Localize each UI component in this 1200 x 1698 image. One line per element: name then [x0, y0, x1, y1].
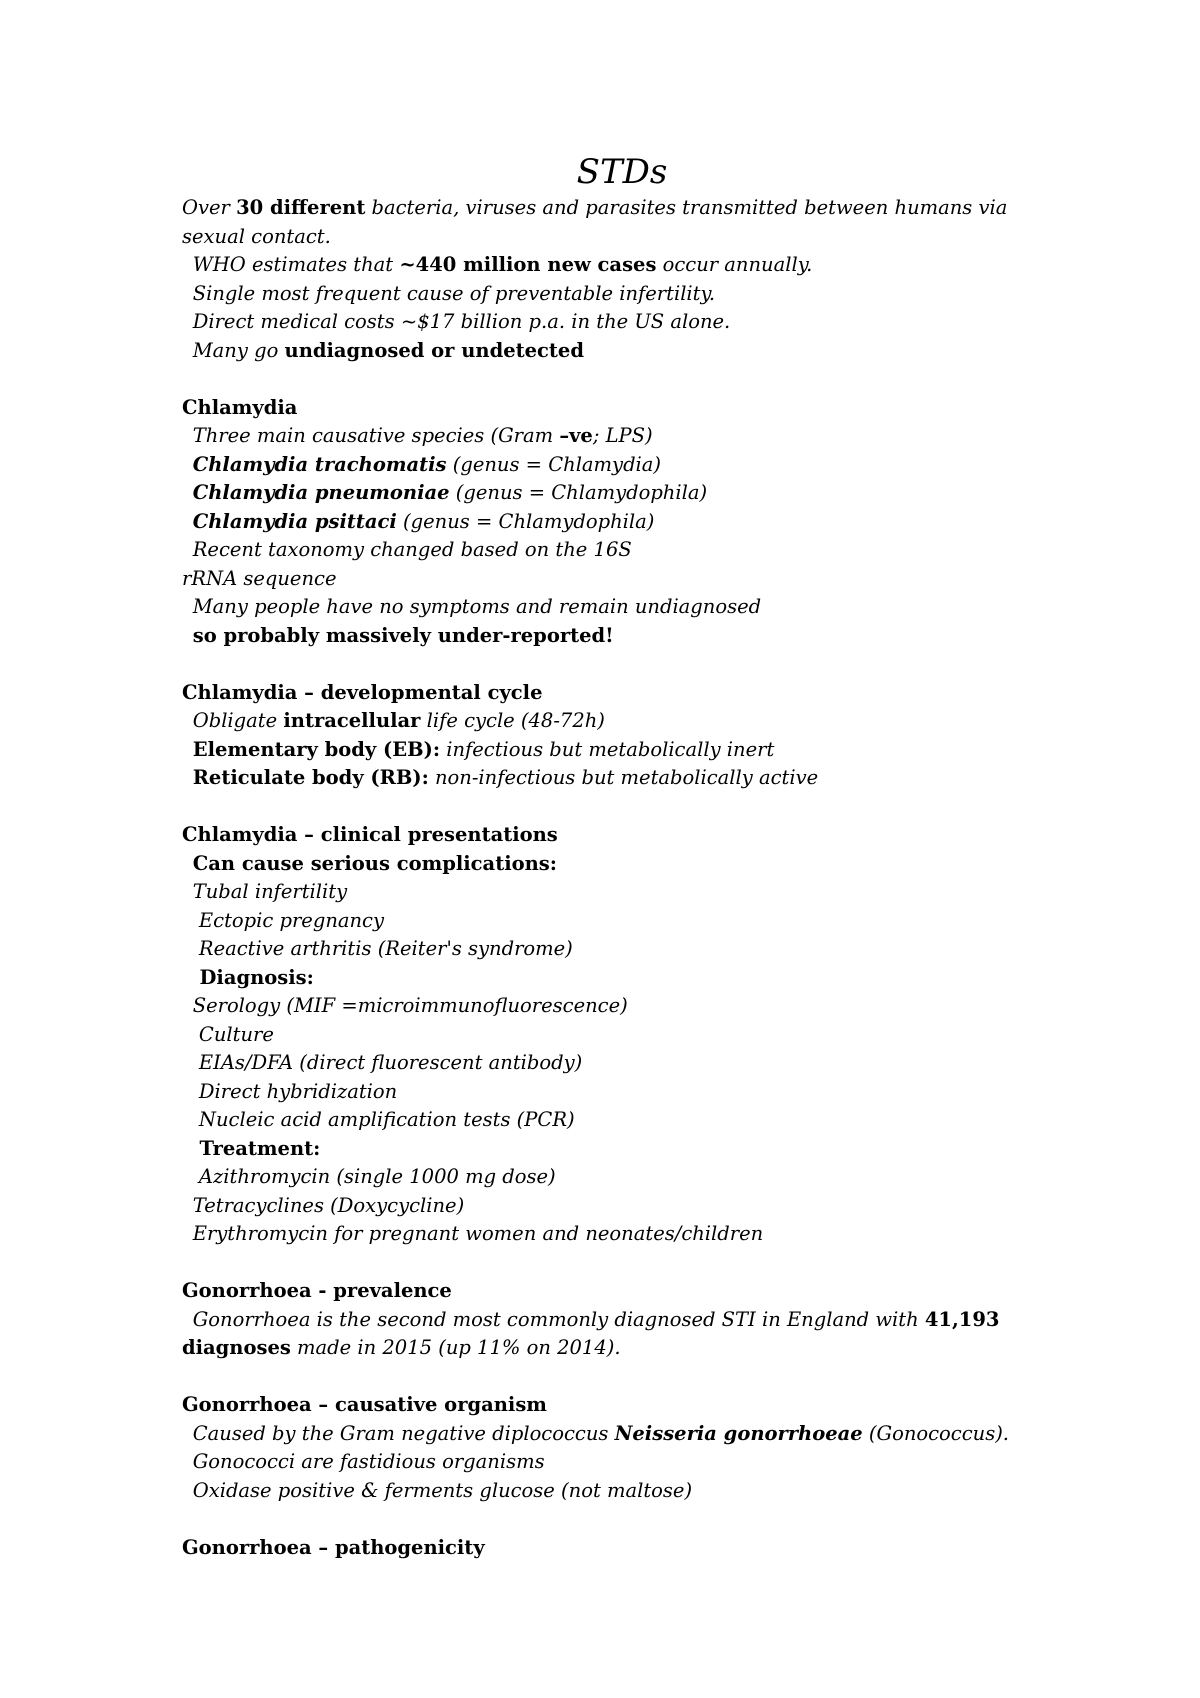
- bullet-bold: Chlamydia trachomatis: [192, 452, 447, 476]
- bullet-text: EIAs/DFA (direct fluorescent antibody): [192, 1051, 583, 1074]
- section-heading-clinical: Chlamydia – clinical presentations: [182, 823, 558, 846]
- gono-prev-line-2: [182, 1334, 1062, 1363]
- section-heading-chlamydia: Chlamydia: [182, 395, 298, 419]
- section-heading-gono-pathogenicity: Gonorrhoea – pathogenicity: [182, 1535, 485, 1559]
- chlamydia-line-rrna: rRNA sequence: [182, 566, 337, 590]
- section-heading-dev-cycle: Chlamydia – developmental cycle: [182, 680, 543, 704]
- bullet-text: Obligate: [192, 709, 284, 732]
- clinical-bullet-tubal: [182, 878, 1062, 907]
- chlamydia-bullet-taxonomy: [182, 536, 1062, 565]
- clinical-bullet-treatment: [182, 1135, 1062, 1164]
- chlamydia-bullet-psittaci: [182, 508, 1062, 537]
- intro-bullet-costs: [182, 308, 1062, 337]
- clinical-bullet-serology: [182, 992, 1062, 1021]
- section-gap: [182, 793, 1062, 822]
- bullet-text: WHO estimates that: [192, 253, 400, 276]
- clinical-bullet-complications: [182, 850, 1062, 879]
- bullet-text: ; LPS): [592, 424, 653, 447]
- bullet-bold: diagnoses: [182, 1336, 291, 1359]
- section-gap: [182, 1363, 1062, 1392]
- bullet-text: (genus = Chlamydia): [446, 452, 662, 476]
- bullet-bold: 41,193: [924, 1307, 1000, 1331]
- bullet-text: Direct hybridization: [192, 1079, 398, 1103]
- bullet-bold: Chlamydia pneumoniae: [192, 481, 450, 504]
- chlamydia-bullet-underreported: [182, 622, 1062, 651]
- intro-text: sexual contact.: [182, 224, 331, 248]
- bullet-bold: undiagnosed or undetected: [284, 338, 584, 362]
- bullet-text: Erythromycin for pregnant women and neonates/children: [192, 1222, 764, 1245]
- bullet-text: Ectopic pregnancy: [192, 908, 384, 932]
- chlamydia-bullet-symptoms: [182, 593, 1062, 622]
- bullet-bold: –ve: [559, 424, 593, 447]
- intro-line-1: [182, 194, 1062, 223]
- intro-bold: 30 different: [236, 196, 366, 219]
- bullet-bold: Reticulate body (RB):: [192, 766, 429, 789]
- bullet-bold: Neisseria gonorrhoeae: [614, 1421, 863, 1445]
- bullet-text: Single most frequent cause of preventable infertility.: [192, 281, 716, 305]
- section-gap: [182, 365, 1062, 394]
- bullet-text: Oxidase positive & ferments glucose (not maltose): [192, 1478, 693, 1502]
- clinical-bullet-eias: [182, 1049, 1062, 1078]
- section-gap: [182, 650, 1062, 679]
- clinical-bullet-erythromycin: [182, 1220, 1062, 1249]
- bullet-text: Direct medical costs ~$17 billion p.a. in the US alone.: [192, 310, 731, 333]
- dev-bullet-obligate: [182, 707, 1062, 736]
- bullet-bold: Elementary body (EB):: [192, 737, 441, 761]
- bullet-text: non-infectious but metabolically active: [428, 766, 819, 789]
- bullet-text: Caused by the Gram negative diplococcus: [192, 1421, 615, 1445]
- bullet-bold: intracellular: [283, 709, 421, 732]
- clinical-bullet-diagnosis: [182, 964, 1062, 993]
- section-heading-gono-prevalence: Gonorrhoea - prevalence: [182, 1279, 452, 1302]
- bullet-bold: Diagnosis:: [192, 965, 314, 989]
- intro-line-2: [182, 223, 1062, 252]
- dev-bullet-eb: [182, 736, 1062, 765]
- bullet-bold: so probably massively under-reported!: [192, 623, 614, 647]
- bullet-bold: Can cause serious complications:: [192, 851, 557, 875]
- chlamydia-bullet-trachomatis: [182, 451, 1062, 480]
- clinical-bullet-azithromycin: [182, 1163, 1062, 1192]
- bullet-text: Serology (MIF =microimmunofluorescence): [192, 994, 628, 1017]
- bullet-text: Culture: [192, 1022, 274, 1046]
- gono-prev-line-1: [182, 1306, 1062, 1335]
- clinical-bullet-culture: [182, 1021, 1062, 1050]
- bullet-text: life cycle (48-72h): [420, 709, 605, 732]
- chlamydia-bullet-species: [182, 422, 1062, 451]
- bullet-text: Azithromycin (single 1000 mg dose): [192, 1165, 556, 1188]
- document-title: STDs: [576, 152, 668, 192]
- bullet-bold: Chlamydia psittaci: [192, 509, 397, 533]
- clinical-bullet-tetracyclines: [182, 1192, 1062, 1221]
- bullet-text: Tubal infertility: [192, 880, 348, 903]
- section-heading-gono-cause: Gonorrhoea – causative organism: [182, 1393, 547, 1416]
- chlamydia-bullet-pneumoniae: [182, 479, 1062, 508]
- clinical-bullet-ectopic: [182, 907, 1062, 936]
- bullet-text: (genus = Chlamydophila): [449, 481, 708, 504]
- bullet-text: (genus = Chlamydophila): [396, 509, 655, 533]
- intro-bullet-undiagnosed: [182, 337, 1062, 366]
- intro-bullet-infertility: [182, 280, 1062, 309]
- intro-text: Over: [182, 196, 237, 219]
- dev-bullet-rb: [182, 764, 1062, 793]
- bullet-text: Three main causative species (Gram: [192, 424, 560, 447]
- gono-cause-bullet-oxidase: [182, 1477, 1062, 1506]
- clinical-bullet-pcr: [182, 1106, 1062, 1135]
- bullet-text: Nucleic acid amplification tests (PCR): [192, 1108, 575, 1131]
- bullet-text: occur annually.: [656, 253, 813, 276]
- bullet-text: Many go: [192, 338, 285, 362]
- bullet-text: Tetracyclines (Doxycycline): [192, 1193, 465, 1217]
- bullet-text: Reactive arthritis (Reiter's syndrome): [192, 937, 573, 960]
- section-gap: [182, 1505, 1062, 1534]
- document-content: [182, 150, 1062, 1562]
- gono-cause-bullet-neisseria: [182, 1420, 1062, 1449]
- intro-text: bacteria, viruses and parasites transmitted between humans via: [365, 196, 1008, 219]
- section-gap: [182, 1249, 1062, 1278]
- bullet-text: Recent taxonomy changed based on the 16S: [192, 538, 632, 561]
- bullet-text: Many people have no symptoms and remain undiagnosed: [192, 595, 762, 618]
- clinical-bullet-arthritis: [182, 935, 1062, 964]
- bullet-text: (Gonococcus).: [862, 1421, 1010, 1445]
- bullet-text: made in 2015 (up 11% on 2014).: [290, 1336, 621, 1359]
- bullet-bold: Treatment:: [192, 1136, 321, 1160]
- bullet-text: Gonorrhoea is the second most commonly diagnosed STI in England with: [192, 1307, 925, 1331]
- clinical-bullet-hybridization: [182, 1078, 1062, 1107]
- bullet-text: infectious but metabolically inert: [440, 737, 775, 761]
- bullet-text: Gonococci are fastidious organisms: [192, 1450, 545, 1473]
- intro-bullet-who: [182, 251, 1062, 280]
- bullet-bold: ~440 million new cases: [399, 253, 657, 276]
- gono-cause-bullet-fastidious: [182, 1448, 1062, 1477]
